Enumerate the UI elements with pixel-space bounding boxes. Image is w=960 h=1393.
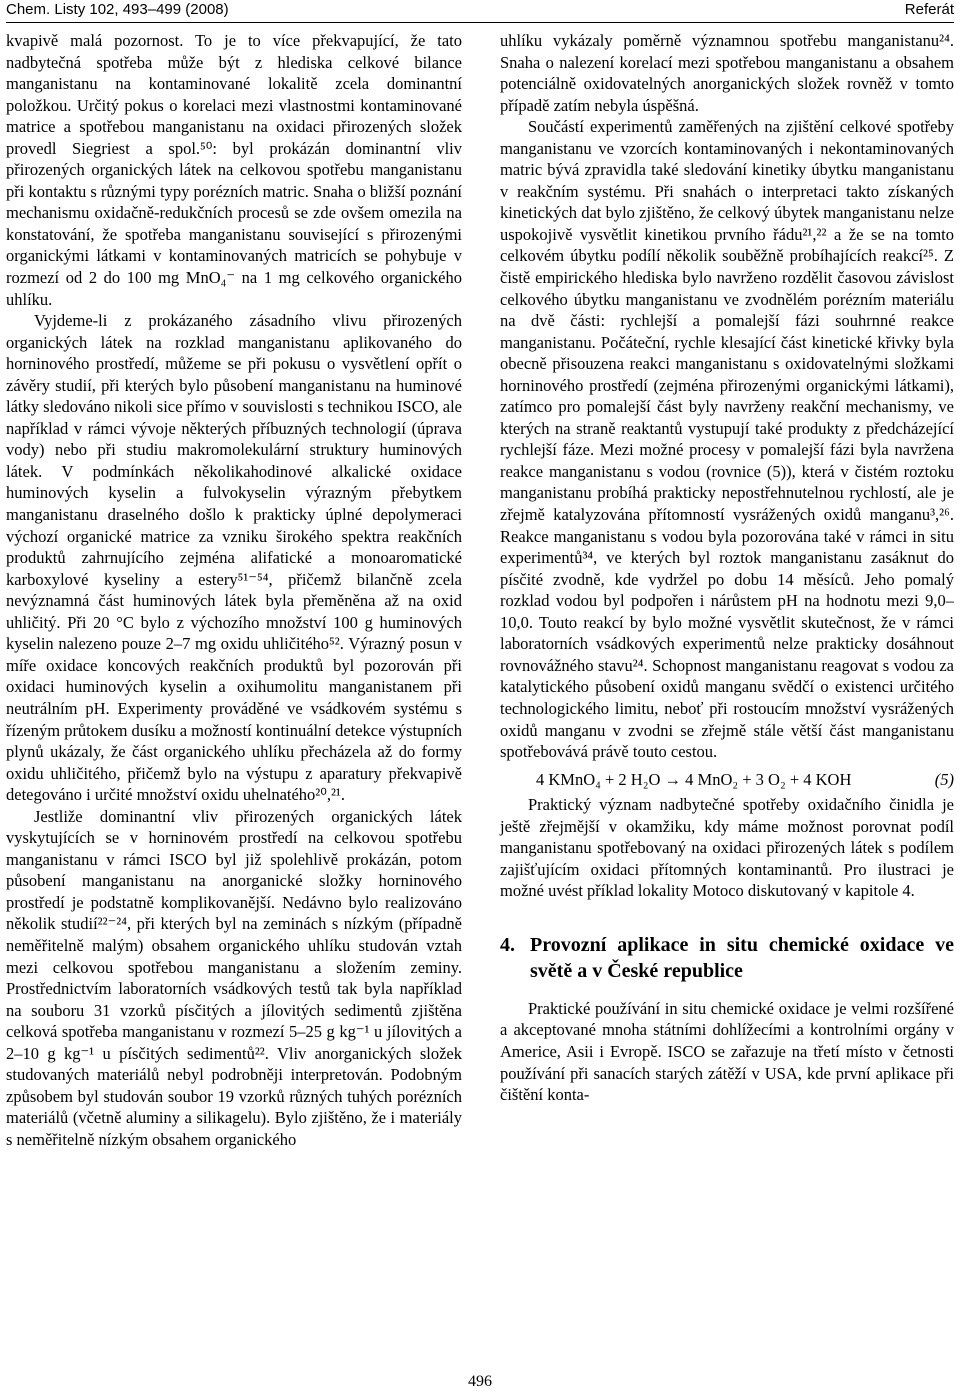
left-column bbox=[6, 30, 462, 1150]
page-header bbox=[6, 0, 954, 24]
article-type: Referát bbox=[904, 1, 954, 18]
section-title: Provozní aplikace in situ chemické oxidace ve světě a v České republice bbox=[530, 933, 954, 982]
right-column bbox=[500, 30, 954, 1106]
equation bbox=[500, 769, 954, 791]
paragraph: Praktický význam nadbytečné spotřeby oxidačního činidla je ještě zřejmější v okamžiku, kdy máme možnost porovnat podíl manganistanu spotřebovaný na oxidaci přirozených látek s podílem zajišťujícím oxidaci přítomných kontaminantů. Pro ilustraci je možné uvést příklad lokality Motoco diskutovaný v kapitole 4. bbox=[500, 795, 954, 901]
paragraph: Součástí experimentů zaměřených na zjištění celkové spotřeby manganistanu ve vzorcích kontaminovaných i nekontaminovaných matric bývá zpravidla také sledování kinetiky úbytku manganistanu v reakčním systému. Při snahách o interpretaci takto získaných kinetických dat bylo zjištěno, že celkový úbytek manganistanu nelze uspokojivě vysvětlit kinetikou prvního řádu²¹,²² a že se na tomto celkovém úbytku podílí několik souběžně probíhajících reakcí²⁵. Z čistě empirického hlediska bylo navrženo rozdělit časovou závislost celkového úbytku manganistanu ve zvodnělém porézním materiálu na dvě části: rychlejší a pomalejší fázi souhrnné reakce manganistanu. Počáteční, rychle klesající část kinetické křivky byla obecně přisouzena reakci manganistanu s oxidovatelnými složkami horninového prostředí (zejména přirozenými organickými látkami), zatímco pro pomalejší část byly navrženy reakční mechanismy, ve kterých na straně reaktantů vystupují také produkty z předcházející rychlejší fáze. Mezi možné procesy v pomalejší fázi byla navržena reakce manganistanu s vodou (rovnice (5)), která v čistém roztoku manganistanu probíhá prakticky nepostřehnutelnou rychlostí, ale je zřejmě katalyzována přítomností vysrážených oxidů manganu³,²⁶. Reakce manganistanu s vodou byla pozorována také v rámci in situ experimentů³⁴, ve kterých byl roztok manganistanu zasáknut do písčité zvodně, kde vydržel po dobu 14 měsíců. Jeho pomalý rozklad vodou byl podpořen i nárůstem pH na hodnotu mezi 9,0–10,0. Touto reakcí by bylo možné vysvětlit skutečnost, že v rámci laboratorních vsádkových experimentů nelze prakticky dosáhnout rovnovážného stavu²⁴. Schopnost manganistanu reagovat s vodou za katalytického působení oxidů manganu svědčí o existenci určitého technologického limitu, neboť při rostoucím množství vysrážených oxidů manganu v zvodni se zřejmě stále větší část manganistanu spotřebovává právě touto cestou. bbox=[500, 117, 954, 762]
equation-number: (5) bbox=[934, 769, 954, 789]
paragraph: Praktické používání in situ chemické oxidace je velmi rozšířené a akceptované mnoha státními dohlížecími a kontrolními orgány v Americe, Asii i Evropě. ISCO se zařazuje na třetí místo v četnosti používání při sanacích starých zátěží v USA, kde první aplikace při čištění konta- bbox=[500, 998, 954, 1105]
equation-text: 4 KMnO₄ + 2 H₂O → 4 MnO₂ + 3 O₂ + 4 KOH bbox=[536, 769, 852, 789]
paragraph: Jestliže dominantní vliv přirozených organických látek vyskytujících se v horninovém prostředí na celkovou spotřebu manganistanu v rámci ISCO byl již spolehlivě prokázán, potom působení manganistanu na anorganické složky horninového prostředí je podstatně komplikovanější. Nedávno bylo realizováno několik studií²²⁻²⁴, při kterých byl na zeminách s nízkým (případně neměřitelně malým) obsahem organického uhlíku studován vztah mezi celkovou spotřebou manganistanu a složením zeminy. Prostřednictvím laboratorních vsádkových testů tak byla například na souboru 31 vzorků písčitých a jílovitých sedimentů zjištěna celková spotřeba manganistanu v rozmezí 5–25 g kg⁻¹ u jílovitých a 2–10 g kg⁻¹ u písčitých sedimentů²². Vliv anorganických složek studovaných materiálů nebyl podrobněji interpretován. Podobným způsobem byl studován soubor 19 vzorků různých tuhých porézních materiálů (včetně aluminy a silikagelu). Bylo zjištěno, že i materiály s neměřitelně nízkým obsahem organického bbox=[6, 806, 462, 1149]
section-heading bbox=[500, 932, 954, 984]
journal-citation: Chem. Listy 102, 493–499 (2008) bbox=[6, 1, 229, 18]
header-rule bbox=[6, 22, 954, 23]
paragraph: uhlíku vykázaly poměrně významnou spotřebu manganistanu²⁴. Snaha o nalezení korelací mezi spotřebou manganistanu a obsahem potenciálně oxidovatelných anorganických složek rovněž v tomto případě zatím nebyla úspěšná. bbox=[500, 31, 954, 115]
paragraph: kvapivě malá pozornost. To je to více překvapující, že tato nadbytečná spotřeba může být z hlediska celkové bilance manganistanu na kontaminované lokalitě zcela dominantní položkou. Určitý pokus o korelaci mezi vlastnostmi kontaminované matrice a spotřebou manganistanu na oxidaci přirozených složek provedl Siegriest a spol.⁵⁰: byl prokázán dominantní vliv přirozených organických látek na celkovou spotřebu manganistanu při kontaktu s různými typy porézních matric. Snaha o bližší poznání mechanismu oxidačně-redukčních procesů se zde ovšem omezila na konstatování, že spotřeba manganistanu související s přirozenými organickými látkami v kontaminovaných matricích se pohybuje v rozmezí od 2 do 100 mg MnO₄⁻ na 1 mg celkového organického uhlíku. bbox=[6, 31, 462, 309]
page-number: 496 bbox=[468, 1373, 492, 1390]
section-number: 4. bbox=[500, 933, 515, 956]
paragraph: Vyjdeme-li z prokázaného zásadního vlivu přirozených organických látek na rozklad manganistanu aplikovaného do horninového prostředí, můžeme se při pokusu o vysvětlení opřít o závěry studií, při kterých bylo působení manganistanu na huminové látky sledováno nikoli sice přímo v souvislosti s technikou ISCO, ale například v rámci vývoje některých příbuzných technologií (úprava vody) nebo při studiu makromolekulární struktury huminových látek. V podmínkách několikahodinové alkalické oxidace huminových kyselin a fulvokyselin výrazným přebytkem manganistanu draselného došlo k prakticky úplné depolymeraci výchozí organické matrice za vzniku širokého spektra reakčních produktů zahrnujícího zejména alifatické a monoaromatické karboxylové kyseliny a estery⁵¹⁻⁵⁴, přičemž bilančně zcela nevýznamná část huminových látek byla přeměněna až na oxid uhličitý. Při 20 °C bylo z výchozího množství 100 g huminových kyselin nalezeno pouze 2–7 mg oxidu uhličitého⁵². Výrazný posun v míře oxidace koncových reakčních produktů byl pozorován při oxidaci huminových kyselin a oxihumolitu manganistanem při neutrálním pH. Experimenty prováděné ve vsádkovém systému s řízeným průtokem dusíku a možností kontinuální detekce výstupních plynů ukázaly, že část organického uhlíku přecházela až do formy oxidu uhličitého, přičemž bylo na výstupu z aparatury překvapivě detegováno i určité množství oxidu uhelnatého²⁰,²¹. bbox=[6, 311, 462, 805]
